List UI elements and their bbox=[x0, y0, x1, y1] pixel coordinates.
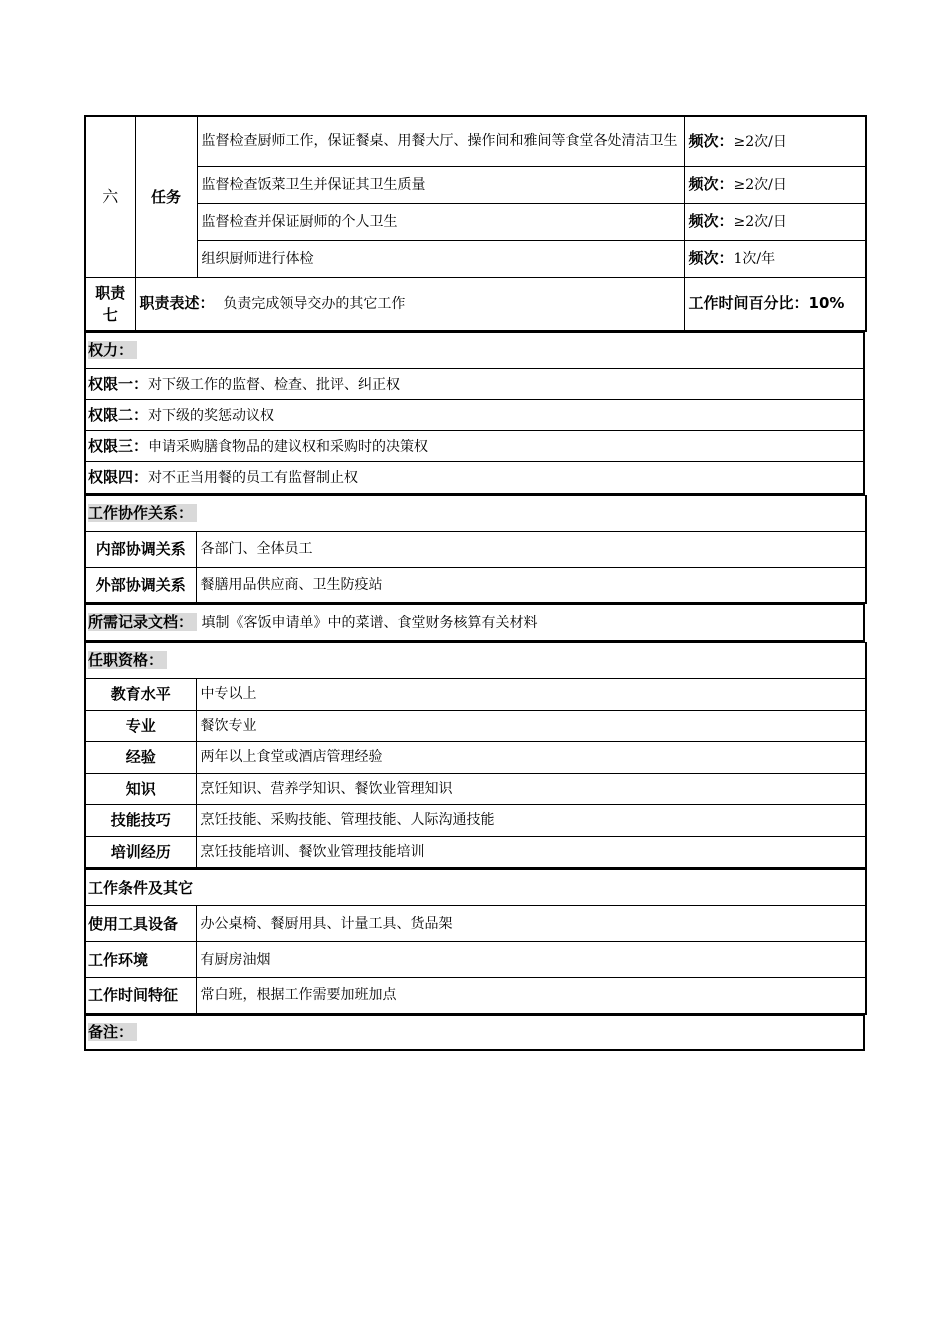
external-relation-label: 外部协调关系 bbox=[85, 567, 196, 603]
qualification-row bbox=[85, 710, 866, 741]
task-text: 监督检查厨师工作，保证餐桌、用餐大厅、操作间和雅间等食堂各处清洁卫生 bbox=[197, 116, 684, 166]
authority-label: 权限四： bbox=[88, 467, 149, 486]
external-relation-value: 餐膳用品供应商、卫生防疫站 bbox=[196, 567, 866, 603]
condition-row bbox=[85, 906, 866, 942]
task-row bbox=[85, 166, 866, 203]
authority-text: 对不正当用餐的员工有监督制止权 bbox=[148, 469, 359, 486]
authority-text: 对下级的奖惩动议权 bbox=[148, 407, 275, 424]
records-text: 填制《客饭申请单》中的菜谱、食堂财务核算有关材料 bbox=[201, 614, 538, 631]
authority-title: 权力： bbox=[88, 341, 137, 359]
records-table bbox=[84, 604, 865, 642]
notes-label: 备注： bbox=[88, 1023, 137, 1041]
relations-title: 工作协作关系： bbox=[88, 504, 197, 522]
qualification-label: 教育水平 bbox=[85, 678, 196, 710]
time-percentage-value: 10% bbox=[808, 294, 845, 313]
authority-label: 权限一： bbox=[88, 374, 149, 393]
duty-seven-label: 职责 七 bbox=[85, 277, 135, 331]
duty-seven-row bbox=[85, 277, 866, 331]
relations-title-cell bbox=[85, 495, 866, 531]
relations-table bbox=[84, 495, 867, 605]
qualification-row bbox=[85, 773, 866, 804]
duty-category: 任务 bbox=[135, 116, 197, 277]
authority-label: 权限三： bbox=[88, 436, 149, 455]
authority-text: 对下级工作的监督、检查、批评、纠正权 bbox=[148, 376, 401, 393]
condition-label: 工作时间特征 bbox=[85, 978, 196, 1014]
time-percentage bbox=[684, 277, 866, 331]
frequency-label: 频次： bbox=[688, 175, 734, 193]
qualification-value: 烹饪技能、采购技能、管理技能、人际沟通技能 bbox=[196, 804, 866, 836]
task-text: 组织厨师进行体检 bbox=[197, 240, 684, 277]
conditions-title: 工作条件及其它 bbox=[85, 870, 866, 906]
authority-label: 权限二： bbox=[88, 405, 149, 424]
qualification-value: 烹饪知识、营养学知识、餐饮业管理知识 bbox=[196, 773, 866, 804]
qualification-row bbox=[85, 678, 866, 710]
qualification-value: 餐饮专业 bbox=[196, 710, 866, 741]
condition-label: 工作环境 bbox=[85, 942, 196, 978]
authority-row bbox=[85, 431, 864, 462]
notes-cell bbox=[85, 1015, 864, 1050]
qualifications-title: 任职资格： bbox=[88, 651, 167, 669]
condition-row bbox=[85, 978, 866, 1014]
internal-relation-label: 内部协调关系 bbox=[85, 531, 196, 567]
task-text: 监督检查并保证厨师的个人卫生 bbox=[197, 203, 684, 240]
task-frequency bbox=[684, 166, 866, 203]
task-frequency bbox=[684, 203, 866, 240]
qualification-row bbox=[85, 804, 866, 836]
records-row bbox=[85, 605, 864, 641]
task-frequency bbox=[684, 116, 866, 166]
condition-value: 常白班，根据工作需要加班加点 bbox=[196, 978, 866, 1014]
qualification-label: 专业 bbox=[85, 710, 196, 741]
qualifications-table bbox=[84, 642, 867, 870]
authority-row bbox=[85, 369, 864, 400]
records-label: 所需记录文档： bbox=[88, 613, 197, 631]
frequency-value: ≥2次/日 bbox=[733, 133, 787, 150]
description-label: 职责表述： bbox=[139, 294, 215, 313]
description-text: 负责完成领导交办的其它工作 bbox=[223, 296, 406, 313]
condition-label: 使用工具设备 bbox=[85, 906, 196, 942]
qualification-row bbox=[85, 741, 866, 773]
qualification-row bbox=[85, 836, 866, 868]
relation-row bbox=[85, 567, 866, 603]
qualification-label: 知识 bbox=[85, 773, 196, 804]
qualification-label: 培训经历 bbox=[85, 836, 196, 868]
authority-text: 申请采购膳食物品的建议权和采购时的决策权 bbox=[148, 438, 429, 455]
qualifications-title-cell bbox=[85, 642, 866, 678]
authority-row bbox=[85, 400, 864, 431]
job-description-sheet bbox=[84, 115, 865, 1051]
internal-relation-value: 各部门、全体员工 bbox=[196, 531, 866, 567]
task-row bbox=[85, 203, 866, 240]
frequency-value: ≥2次/日 bbox=[733, 214, 787, 230]
authority-title-cell bbox=[85, 333, 864, 369]
duty-seven-description bbox=[135, 277, 684, 331]
task-row bbox=[85, 116, 866, 166]
frequency-label: 频次： bbox=[688, 212, 734, 230]
condition-value: 有厨房油烟 bbox=[196, 942, 866, 978]
conditions-table bbox=[84, 869, 867, 1015]
task-row bbox=[85, 240, 866, 277]
duties-table bbox=[84, 115, 867, 332]
qualification-label: 经验 bbox=[85, 741, 196, 773]
frequency-label: 频次： bbox=[688, 249, 734, 267]
task-frequency bbox=[684, 240, 866, 277]
qualification-value: 烹饪技能培训、餐饮业管理技能培训 bbox=[196, 836, 866, 868]
condition-value: 办公桌椅、餐厨用具、计量工具、货品架 bbox=[196, 906, 866, 942]
time-percentage-label: 工作时间百分比： bbox=[688, 294, 809, 313]
frequency-label: 频次： bbox=[688, 131, 734, 150]
frequency-value: ≥2次/日 bbox=[733, 177, 787, 193]
duty-number: 六 bbox=[85, 116, 135, 277]
task-text: 监督检查饭菜卫生并保证其卫生质量 bbox=[197, 166, 684, 203]
notes-table bbox=[84, 1015, 865, 1052]
condition-row bbox=[85, 942, 866, 978]
relation-row bbox=[85, 531, 866, 567]
qualification-value: 两年以上食堂或酒店管理经验 bbox=[196, 741, 866, 773]
authority-table bbox=[84, 332, 865, 495]
authority-row bbox=[85, 462, 864, 494]
qualification-value: 中专以上 bbox=[196, 678, 866, 710]
frequency-value: 1次/年 bbox=[733, 251, 776, 267]
qualification-label: 技能技巧 bbox=[85, 804, 196, 836]
